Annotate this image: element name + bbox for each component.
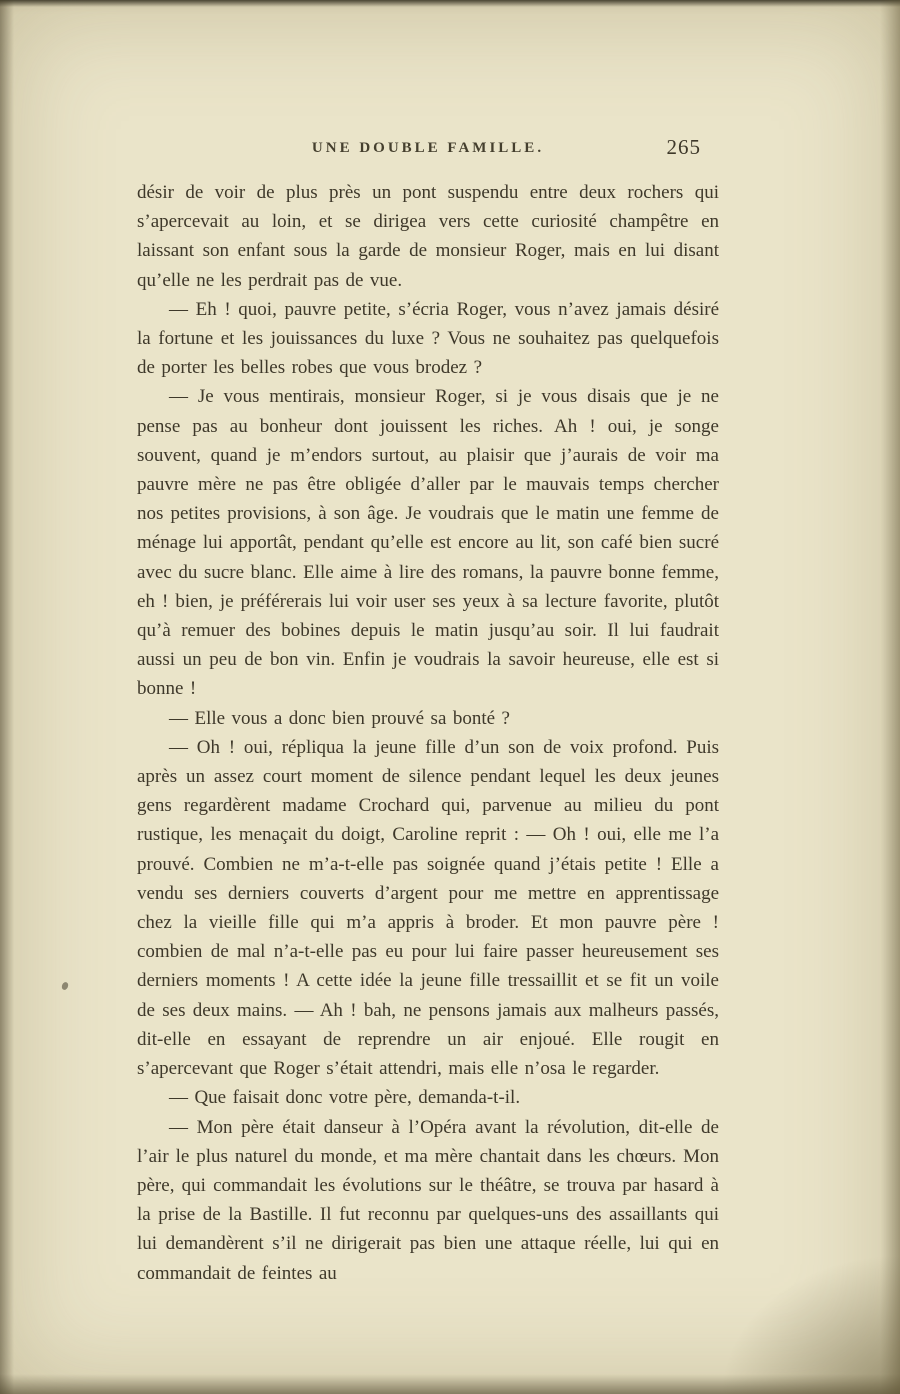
scan-speck	[61, 981, 70, 991]
paragraph-dialogue: — Mon père était danseur à l’Opéra avant la révolution, dit-elle de l’air le plus naturel du monde, et ma mère chantait dans les chœurs. Mon père, qui commandait les évolutions sur le théâtre, se trouva par hasard à la prise de la Bastille. Il fut reconnu par quelques-uns des assaillants qui lui demandèrent s’il ne dirigerait pas bien une attaque réelle, lui qui en commandait de feintes au	[137, 1116, 719, 1284]
scan-edge-top	[0, 0, 900, 7]
paragraph-dialogue: — Je vous mentirais, monsieur Roger, si je vous disais que je ne pense pas au bonheur dont jouissent les riches. Ah ! oui, je songe souvent, quand je m’endors surtout, au plaisir que j’aurais de voir ma pauvre mère ne pas être obligée d’aller par le mauvais temps chercher nos petites provisions, à son âge. Je voudrais que le matin une femme de ménage lui apportât, pendant qu’elle est encore au lit, son café bien sucré avec du sucre blanc. Elle aime à lire des romans, la pauvre bonne femme, eh ! bien, je préférerais lui voir user ses yeux à sa lecture favorite, plutôt qu’à remuer des bobines depuis le matin jusqu’au soir. Il lui faudrait aussi un peu de bon vin. Enfin je voudrais la savoir heureuse, elle est si bonne !	[137, 386, 719, 700]
paragraph-dialogue: — Elle vous a donc bien prouvé sa bonté ?	[169, 707, 510, 729]
scan-edge-left	[0, 0, 14, 1394]
running-header	[137, 135, 719, 166]
paragraph-dialogue: — Eh ! quoi, pauvre petite, s’écria Roger, vous n’avez jamais désiré la fortune et les jouissances du luxe ? Vous ne souhaitez pas quelquefois de porter les belles robes que vous brodez ?	[137, 298, 719, 379]
paragraph-dialogue: — Oh ! oui, répliqua la jeune fille d’un son de voix profond. Puis après un assez court moment de silence pendant lequel les deux jeunes gens regardèrent madame Crochard qui, parvenue au milieu du pont rustique, les menaçait du doigt, Caroline reprit : — Oh ! oui, elle me l’a prouvé. Combien ne m’a-t-elle pas soignée quand j’étais petite ! Elle a vendu ses derniers couverts d’argent pour me mettre en apprentissage chez la vieille fille qui m’a appris à broder. Et mon pauvre père ! combien de mal n’a-t-elle pas eu pour lui faire passer heureusement ses derniers moments ! A cette idée la jeune fille tressaillit et se fit un voile de ses deux mains. — Ah ! bah, ne pensons jamais aux malheurs passés, dit-elle en essayant de reprendre un air enjoué. Elle rougit en s’apercevant que Roger s’était attendri, mais elle n’osa le regarder.	[137, 736, 719, 1080]
text-block	[137, 135, 719, 1288]
running-title: UNE DOUBLE FAMILLE.	[311, 140, 545, 156]
scan-corner-smudge	[720, 1254, 900, 1394]
scan-edge-right	[880, 0, 900, 1394]
page-number: 265	[666, 135, 701, 159]
paragraph-dialogue: — Que faisait donc votre père, demanda-t-il.	[169, 1087, 521, 1109]
paragraph-continuation: désir de voir de plus près un pont suspendu entre deux rochers qui s’apercevait au loin, et se dirigea vers cette curiosité champêtre en laissant son enfant sous la garde de monsieur Roger, mais en lui disant qu’elle ne les perdrait pas de vue.	[137, 182, 719, 291]
body-text	[137, 178, 719, 1288]
